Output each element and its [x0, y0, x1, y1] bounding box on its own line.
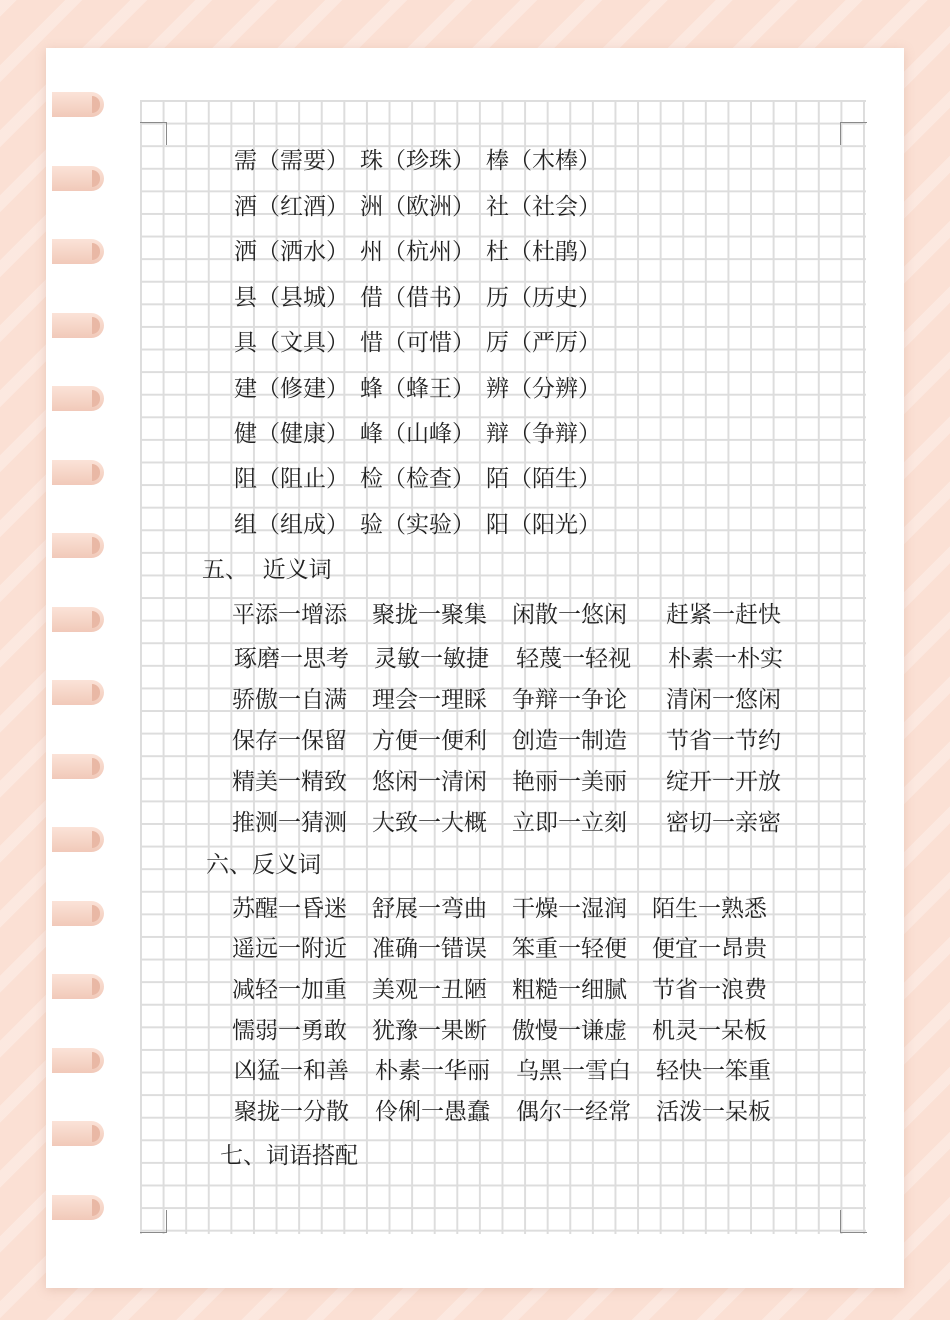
character-row: [234, 144, 601, 178]
synonym-pair: 保存一保留: [232, 728, 347, 754]
character-entry: 洲（欧洲）: [360, 194, 475, 220]
antonym-pair: 陌生一熟悉: [652, 896, 767, 922]
antonym-pair: 苏醒一昏迷: [232, 896, 347, 922]
character-entry: 历（历史）: [486, 285, 601, 311]
synonym-pair: 琢磨一思考: [234, 646, 349, 672]
section-heading-collocation: 七、词语搭配: [220, 1143, 358, 1169]
synonym-pair: 清闲一悠闲: [666, 687, 781, 713]
synonym-pair: 精美一精致: [232, 769, 347, 795]
character-entry: 珠（珍珠）: [360, 148, 475, 174]
antonym-pair: 凶猛一和善: [234, 1058, 349, 1084]
synonym-row: [232, 806, 781, 840]
character-row: [234, 235, 601, 269]
section-heading-antonyms: 六、反义词: [206, 852, 321, 878]
character-entry: 惜（可惜）: [360, 330, 475, 356]
character-entry: 需（需要）: [234, 148, 349, 174]
synonym-row: [232, 724, 781, 758]
character-row: [234, 281, 601, 315]
character-entry: 健（健康）: [234, 421, 349, 447]
character-entry: 陌（陌生）: [486, 466, 601, 492]
antonym-row: [232, 892, 767, 926]
antonym-pair: 朴素一华丽: [375, 1058, 490, 1084]
synonym-pair: 灵敏一敏捷: [374, 646, 489, 672]
antonym-pair: 傲慢一谦虚: [512, 1018, 627, 1044]
synonym-row: [232, 598, 781, 632]
antonym-pair: 轻快一笨重: [656, 1058, 771, 1084]
synonym-pair: 绽开一开放: [666, 769, 781, 795]
antonym-pair: 美观一丑陋: [372, 977, 487, 1003]
character-entry: 借（借书）: [360, 285, 475, 311]
character-entry: 组（组成）: [234, 512, 349, 538]
synonym-pair: 聚拢一聚集: [372, 602, 487, 628]
synonym-pair: 大致一大概: [372, 810, 487, 836]
synonym-pair: 赶紧一赶快: [666, 602, 781, 628]
synonym-pair: 密切一亲密: [666, 810, 781, 836]
character-entry: 厉（严厉）: [486, 330, 601, 356]
character-entry: 杜（杜鹃）: [486, 239, 601, 265]
synonym-pair: 创造一制造: [512, 728, 627, 754]
character-row: [234, 326, 601, 360]
antonym-pair: 舒展一弯曲: [372, 896, 487, 922]
antonym-pair: 活泼一呆板: [656, 1099, 771, 1125]
synonym-pair: 争辩一争论: [512, 687, 627, 713]
antonym-pair: 懦弱一勇敢: [232, 1018, 347, 1044]
antonym-row: [232, 973, 767, 1007]
section-heading-synonyms: 五、 近义词: [202, 557, 332, 583]
synonym-pair: 轻蔑一轻视: [516, 646, 631, 672]
antonym-pair: 机灵一呆板: [652, 1018, 767, 1044]
synonym-pair: 平添一增添: [232, 602, 347, 628]
character-entry: 蜂（蜂王）: [360, 376, 475, 402]
antonym-pair: 干燥一湿润: [512, 896, 627, 922]
antonym-pair: 笨重一轻便: [512, 936, 627, 962]
character-entry: 建（修建）: [234, 376, 349, 402]
character-entry: 阳（阳光）: [486, 512, 601, 538]
character-entry: 州（杭州）: [360, 239, 475, 265]
synonym-pair: 朴素一朴实: [668, 646, 783, 672]
character-row: [234, 372, 601, 406]
synonym-row: [232, 683, 781, 717]
character-entry: 棒（木棒）: [486, 148, 601, 174]
synonym-pair: 理会一理睬: [372, 687, 487, 713]
synonym-pair: 艳丽一美丽: [512, 769, 627, 795]
antonym-pair: 节省一浪费: [652, 977, 767, 1003]
antonym-pair: 聚拢一分散: [234, 1099, 349, 1125]
character-row: [234, 462, 601, 496]
antonym-pair: 犹豫一果断: [372, 1018, 487, 1044]
antonym-pair: 便宜一昂贵: [652, 936, 767, 962]
character-entry: 检（检查）: [360, 466, 475, 492]
antonym-pair: 乌黑一雪白: [516, 1058, 631, 1084]
character-entry: 验（实验）: [360, 512, 475, 538]
character-entry: 洒（洒水）: [234, 239, 349, 265]
antonym-pair: 准确一错误: [372, 936, 487, 962]
antonym-pair: 伶俐一愚蠢: [375, 1099, 490, 1125]
synonym-pair: 方便一便利: [372, 728, 487, 754]
synonym-pair: 骄傲一自满: [232, 687, 347, 713]
synonym-pair: 节省一节约: [666, 728, 781, 754]
character-row: [234, 508, 601, 542]
antonym-pair: 偶尔一经常: [516, 1099, 631, 1125]
antonym-pair: 粗糙一细腻: [512, 977, 627, 1003]
antonym-row: [234, 1054, 771, 1088]
synonym-pair: 闲散一悠闲: [512, 602, 627, 628]
synonym-pair: 立即一立刻: [512, 810, 627, 836]
character-entry: 具（文具）: [234, 330, 349, 356]
character-entry: 酒（红酒）: [234, 194, 349, 220]
antonym-pair: 减轻一加重: [232, 977, 347, 1003]
character-entry: 辨（分辨）: [486, 376, 601, 402]
synonym-pair: 悠闲一清闲: [372, 769, 487, 795]
antonym-pair: 遥远一附近: [232, 936, 347, 962]
antonym-row: [232, 1014, 767, 1048]
character-row: [234, 190, 601, 224]
character-entry: 阻（阻止）: [234, 466, 349, 492]
character-row: [234, 417, 601, 451]
character-entry: 辩（争辩）: [486, 421, 601, 447]
synonym-row: [234, 642, 783, 676]
character-entry: 社（社会）: [486, 194, 601, 220]
antonym-row: [234, 1095, 771, 1129]
antonym-row: [232, 932, 767, 966]
synonym-pair: 推测一猜测: [232, 810, 347, 836]
character-entry: 县（县城）: [234, 285, 349, 311]
character-entry: 峰（山峰）: [360, 421, 475, 447]
synonym-row: [232, 765, 781, 799]
